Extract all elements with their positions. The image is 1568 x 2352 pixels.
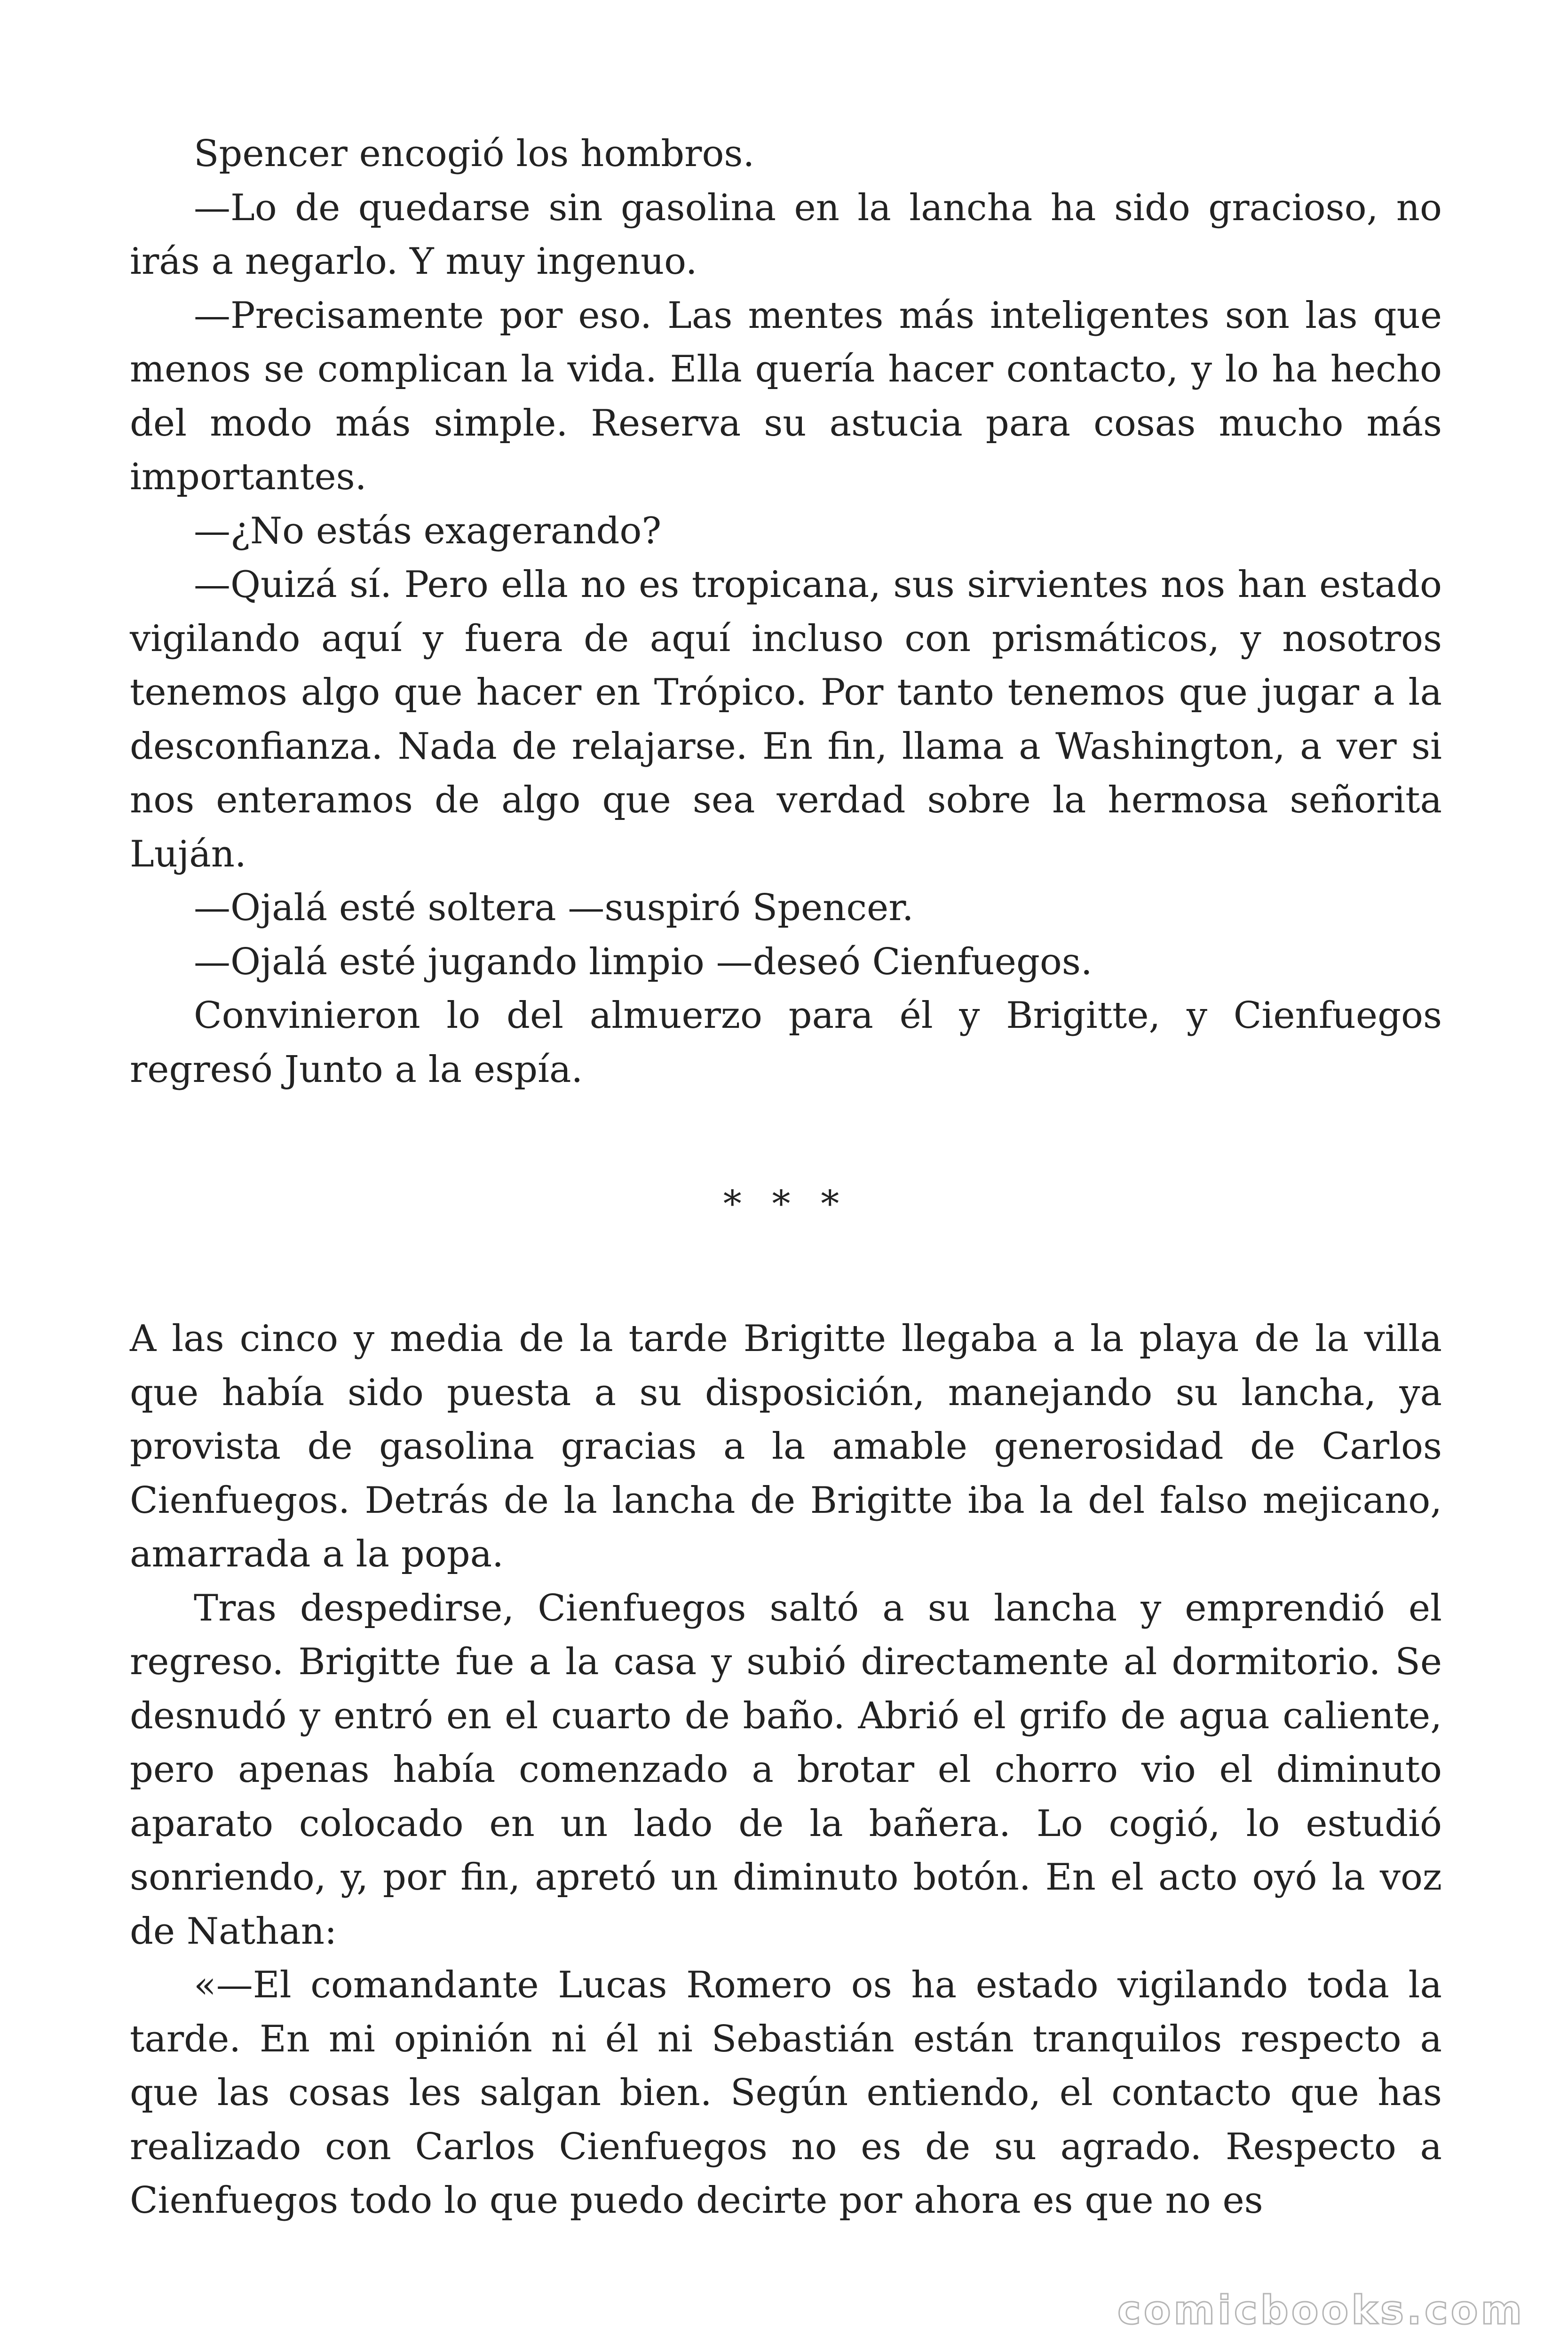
paragraph: A las cinco y media de la tarde Brigitte llegaba a la playa de la villa que había sido puesta a su disposición, manejando su lancha, ya provista de gasolina gracias a la amable generosidad de Carlos Cienfuegos. Detrás de la lancha de Brigitte iba la del falso mejicano, amarrada a la popa. <box>130 1318 1442 1575</box>
paragraph: —Lo de quedarse sin gasolina en la lancha ha sido gracioso, no irás a negarlo. Y muy ingenuo. <box>130 186 1442 283</box>
paragraph: «—El comandante Lucas Romero os ha estado vigilando toda la tarde. En mi opinión ni él ni Sebastián están tranquilos respecto a que las cosas les salgan bien. Según entiendo, el contacto que has realizado con Carlos Cienfuegos no es de su agrado. Respecto a Cienfuegos todo lo que puedo decirte por ahora es que no es <box>130 1964 1442 2222</box>
paragraph: Spencer encogió los hombros. <box>194 133 755 175</box>
paragraph: —¿No estás exagerando? <box>194 509 662 552</box>
paragraph: —Quizá sí. Pero ella no es tropicana, sus sirvientes nos han estado vigilando aquí y fuera de aquí incluso con prismáticos, y nosotros tenemos algo que hacer en Trópico. Por tanto tenemos que jugar a la desconfianza. Nada de relajarse. En fin, llama a Washington, a ver si nos enteramos de algo que sea verdad sobre la hermosa señorita Luján. <box>130 564 1442 875</box>
paragraph: Tras despedirse, Cienfuegos saltó a su lancha y emprendió el regreso. Brigitte fue a la casa y subió directamente al dormitorio. Se desnudó y entró en el cuarto de baño. Abrió el grifo de agua caliente, pero apenas había comenzado a brotar el chorro vio el diminuto aparato colocado en un lado de la bañera. Lo cogió, lo estudió sonriendo, y, por fin, apretó un diminuto botón. En el acto oyó la voz de Nathan: <box>130 1587 1442 1953</box>
watermark: comicbooks.com <box>1117 2287 1525 2333</box>
paragraph: —Precisamente por eso. Las mentes más inteligentes son las que menos se complican la vida. Ella quería hacer contacto, y lo ha hecho del modo más simple. Reserva su astucia para cosas mucho más importantes. <box>130 294 1442 498</box>
paragraph: —Ojalá esté soltera —suspiró Spencer. <box>194 887 914 929</box>
page-body <box>130 127 1442 2228</box>
section-break: * * * <box>723 1183 849 1225</box>
paragraph: —Ojalá esté jugando limpio —deseó Cienfuegos. <box>194 940 1093 983</box>
paragraph: Convinieron lo del almuerzo para él y Brigitte, y Cienfuegos regresó Junto a la espía. <box>130 994 1442 1091</box>
